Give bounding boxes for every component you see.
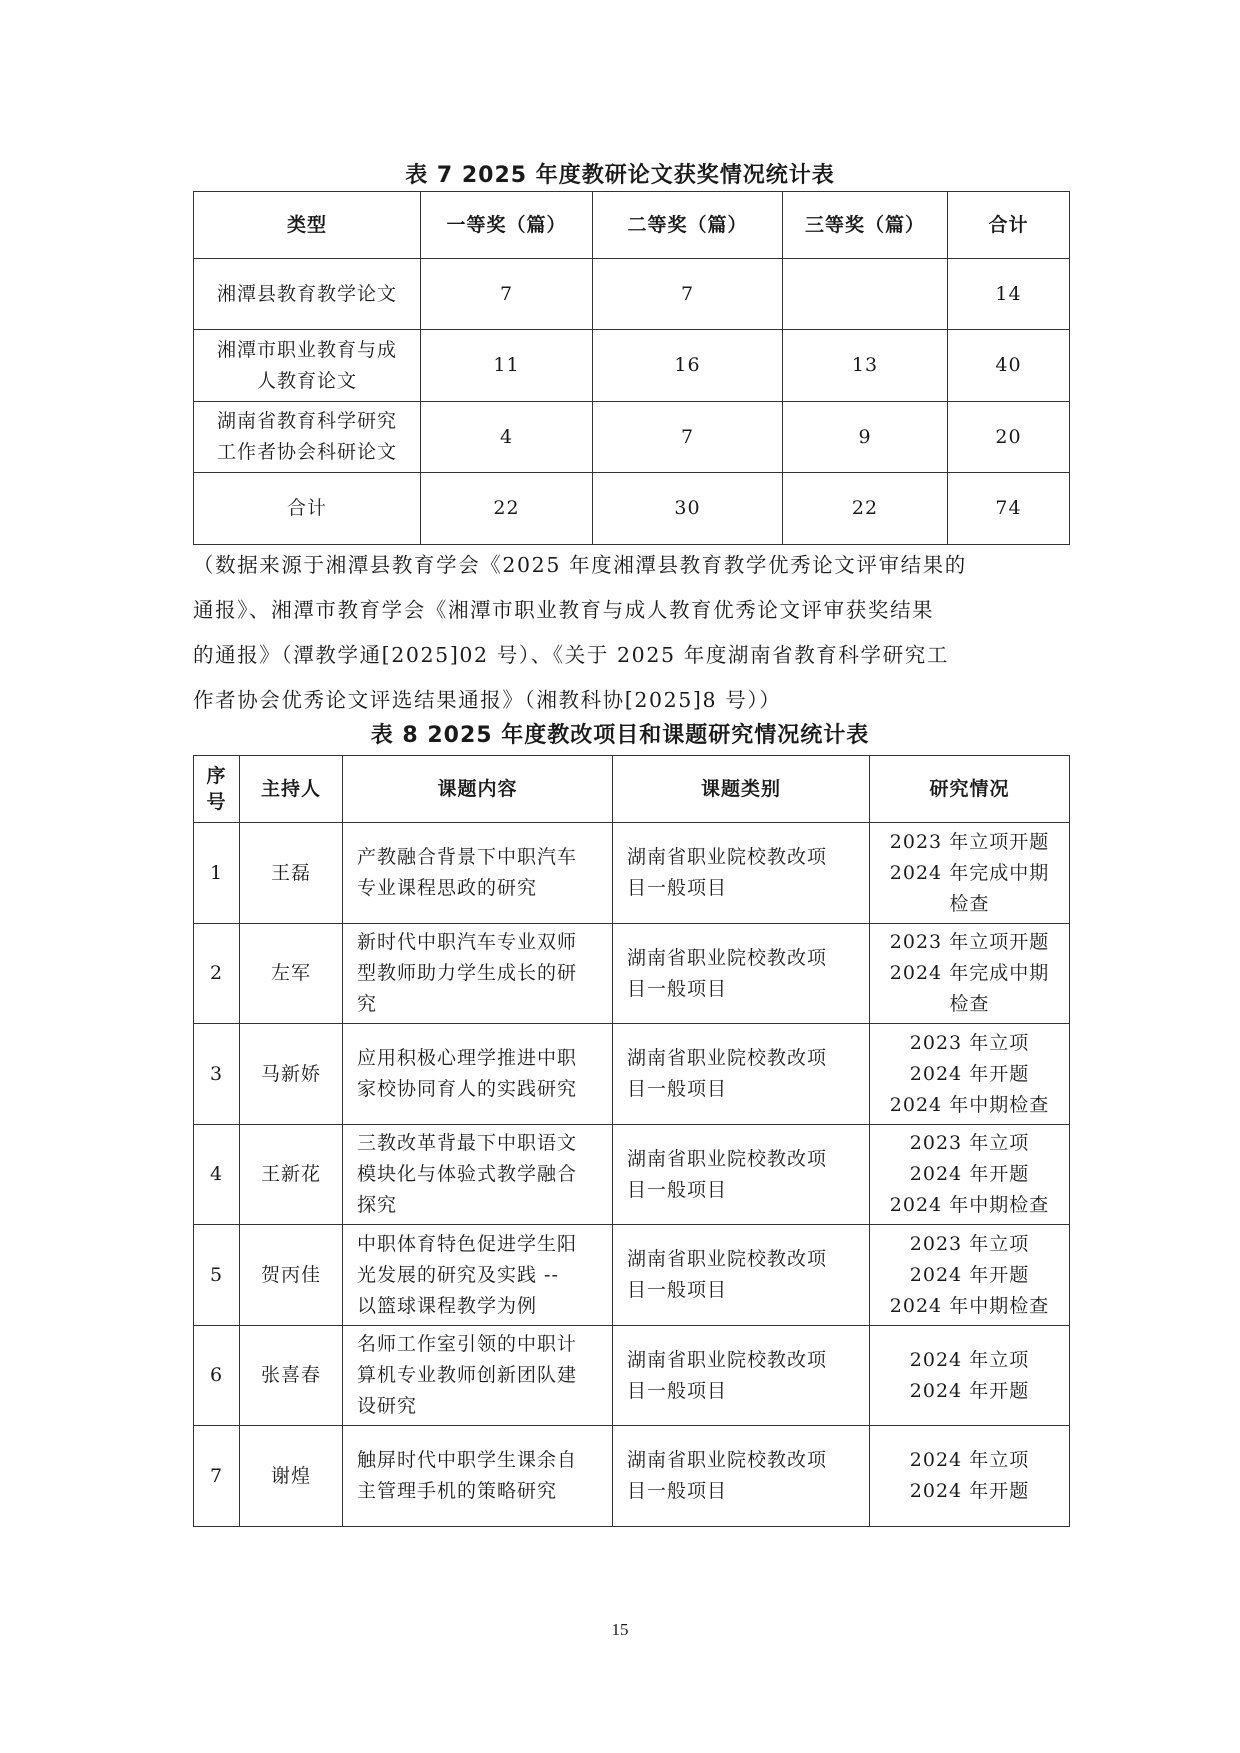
cell-host: 马新娇 <box>240 1024 343 1125</box>
cell-seq: 6 <box>194 1326 240 1426</box>
table8-header-category: 课题类别 <box>613 756 870 823</box>
cell-total: 20 <box>948 402 1070 473</box>
cell-content: 中职体育特色促进学生阳 光发展的研究及实践 -- 以篮球课程教学为例 <box>343 1225 613 1326</box>
cell-category: 湖南省职业院校教改项 目一般项目 <box>613 924 870 1024</box>
cell-status: 2024 年立项 2024 年开题 <box>870 1326 1070 1426</box>
cell-type: 湘潭县教育教学论文 <box>194 259 421 330</box>
table-row <box>194 330 1070 402</box>
table7-header-third: 三等奖（篇） <box>783 192 948 259</box>
table7-header-type: 类型 <box>194 192 421 259</box>
cell-seq: 3 <box>194 1024 240 1125</box>
cell-category: 湖南省职业院校教改项 目一般项目 <box>613 1426 870 1527</box>
table-row-total <box>194 473 1070 545</box>
cell-content: 新时代中职汽车专业双师 型教师助力学生成长的研 究 <box>343 924 613 1024</box>
cell-seq: 5 <box>194 1225 240 1326</box>
table-row <box>194 1426 1070 1527</box>
cell-seq: 1 <box>194 823 240 924</box>
table-row <box>194 402 1070 473</box>
cell-second: 30 <box>593 473 783 545</box>
cell-first: 11 <box>421 330 593 402</box>
cell-first: 22 <box>421 473 593 545</box>
cell-status: 2023 年立项 2024 年开题 2024 年中期检查 <box>870 1225 1070 1326</box>
cell-third <box>783 259 948 330</box>
table8-caption: 表 8 2025 年度教改项目和课题研究情况统计表 <box>370 723 870 748</box>
table-row <box>194 1024 1070 1125</box>
cell-category: 湖南省职业院校教改项 目一般项目 <box>613 1024 870 1125</box>
cell-status: 2023 年立项开题 2024 年完成中期 检查 <box>870 924 1070 1024</box>
table8-header-row <box>194 756 1070 823</box>
table-row <box>194 823 1070 924</box>
cell-third: 13 <box>783 330 948 402</box>
cell-seq: 7 <box>194 1426 240 1527</box>
table-row <box>194 924 1070 1024</box>
cell-host: 张喜春 <box>240 1326 343 1426</box>
cell-category: 湖南省职业院校教改项 目一般项目 <box>613 1225 870 1326</box>
cell-content: 三教改革背最下中职语文 模块化与体验式教学融合 探究 <box>343 1125 613 1225</box>
cell-seq: 2 <box>194 924 240 1024</box>
cell-category: 湖南省职业院校教改项 目一般项目 <box>613 1125 870 1225</box>
page-number: 15 <box>611 1620 629 1639</box>
cell-host: 左军 <box>240 924 343 1024</box>
cell-content: 名师工作室引领的中职计 算机专业教师创新团队建 设研究 <box>343 1326 613 1426</box>
cell-content: 触屏时代中职学生课余自 主管理手机的策略研究 <box>343 1426 613 1527</box>
cell-third: 9 <box>783 402 948 473</box>
data-source-note: （数据来源于湘潭县教育学会《2025 年度湘潭县教育教学优秀论文评审结果的 通报》、湘潭市教育学会《湘潭市职业教育与成人教育优秀论文评审获奖结果 的通报》（潭教学通[2025]02 号）、《关于 2025 年度湖南省教育科学研究工 作者协会优秀论文评选结果通报》（湘教科协[2025]8 号）） <box>193 553 967 712</box>
cell-second: 7 <box>593 259 783 330</box>
table8-research-projects <box>193 755 1070 1527</box>
cell-host: 王新花 <box>240 1125 343 1225</box>
cell-third: 22 <box>783 473 948 545</box>
cell-category: 湖南省职业院校教改项 目一般项目 <box>613 1326 870 1426</box>
table7-caption: 表 7 2025 年度教研论文获奖情况统计表 <box>405 163 835 188</box>
table8-header-host: 主持人 <box>240 756 343 823</box>
cell-host: 王磊 <box>240 823 343 924</box>
cell-total: 40 <box>948 330 1070 402</box>
cell-total: 14 <box>948 259 1070 330</box>
cell-status: 2023 年立项开题 2024 年完成中期 检查 <box>870 823 1070 924</box>
cell-status: 2023 年立项 2024 年开题 2024 年中期检查 <box>870 1024 1070 1125</box>
cell-type: 湘潭市职业教育与成 人教育论文 <box>194 330 421 402</box>
cell-second: 16 <box>593 330 783 402</box>
cell-seq: 4 <box>194 1125 240 1225</box>
table8-header-content: 课题内容 <box>343 756 613 823</box>
table-row <box>194 1225 1070 1326</box>
cell-first: 4 <box>421 402 593 473</box>
cell-second: 7 <box>593 402 783 473</box>
table7-header-total: 合计 <box>948 192 1070 259</box>
cell-total: 74 <box>948 473 1070 545</box>
cell-category: 湖南省职业院校教改项 目一般项目 <box>613 823 870 924</box>
table7-header-first: 一等奖（篇） <box>421 192 593 259</box>
table8-header-status: 研究情况 <box>870 756 1070 823</box>
table8-header-seq: 序 号 <box>194 756 240 823</box>
table7-header-row <box>194 192 1070 259</box>
cell-first: 7 <box>421 259 593 330</box>
cell-host: 谢煌 <box>240 1426 343 1527</box>
table-row <box>194 1125 1070 1225</box>
table7-award-statistics <box>193 191 1070 545</box>
cell-content: 产教融合背景下中职汽车 专业课程思政的研究 <box>343 823 613 924</box>
cell-type: 合计 <box>194 473 421 545</box>
table-row <box>194 1326 1070 1426</box>
table7-header-second: 二等奖（篇） <box>593 192 783 259</box>
cell-status: 2024 年立项 2024 年开题 <box>870 1426 1070 1527</box>
cell-type: 湖南省教育科学研究 工作者协会科研论文 <box>194 402 421 473</box>
cell-content: 应用积极心理学推进中职 家校协同育人的实践研究 <box>343 1024 613 1125</box>
table-row <box>194 259 1070 330</box>
cell-host: 贺丙佳 <box>240 1225 343 1326</box>
cell-status: 2023 年立项 2024 年开题 2024 年中期检查 <box>870 1125 1070 1225</box>
